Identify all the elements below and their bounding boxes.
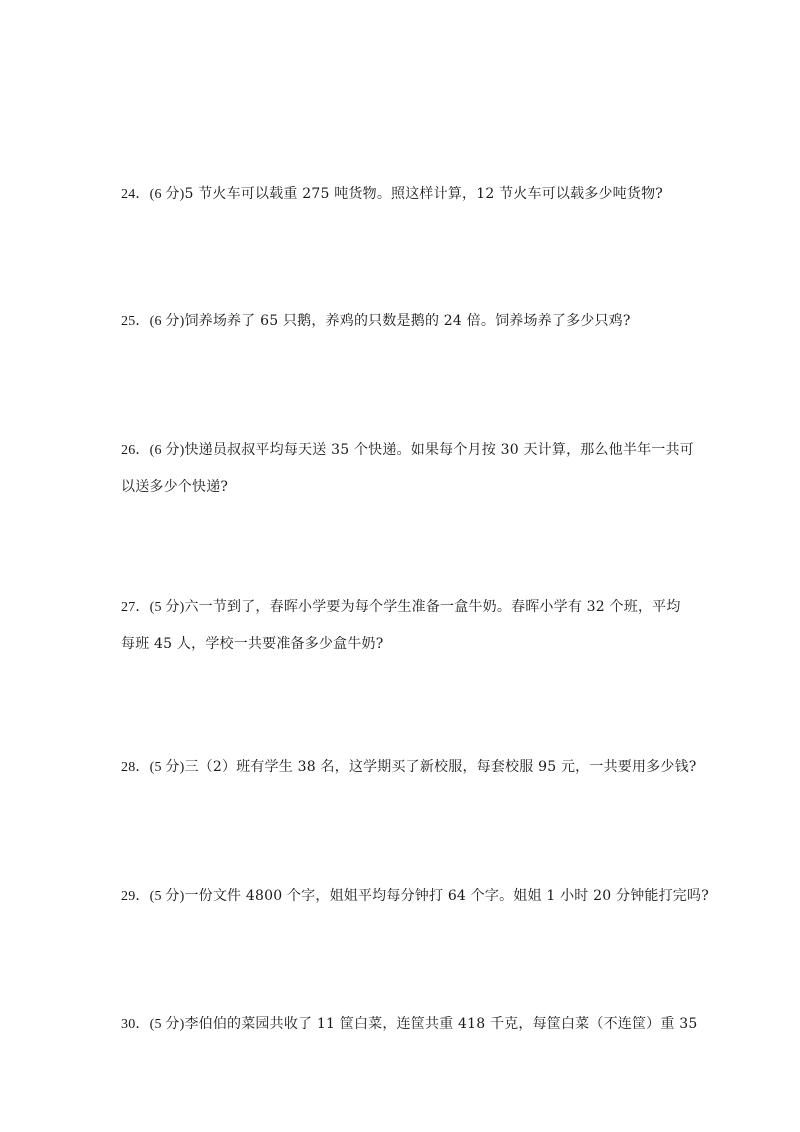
question-27: [121, 589, 687, 662]
question-text: 一份文件 4800 个字，姐姐平均每分钟打 64 个字。姐姐 1 小时 20 分钟能打完吗?: [184, 888, 709, 904]
question-text: 六一节到了，春晖小学要为每个学生准备一盒牛奶。春晖小学有 32 个班，平均: [184, 599, 681, 615]
question-line: 每班 45 人，学校一共要准备多少盒牛奶?: [121, 636, 384, 652]
question-score: (5 分): [149, 889, 185, 904]
question-line: [121, 303, 687, 340]
question-line: [121, 878, 709, 915]
question-number: 29．: [121, 889, 150, 904]
question-26: [121, 432, 694, 505]
question-29: [121, 878, 709, 915]
question-text: 李伯伯的菜园共收了 11 筐白菜，连筐共重 418 千克，每筐白菜（不连筐）重 35: [184, 1016, 698, 1032]
question-score: (6 分): [149, 443, 185, 458]
question-number: 24．: [121, 187, 150, 202]
question-score: (5 分): [149, 600, 185, 615]
question-30: [121, 1006, 698, 1043]
question-text: 饲养场养了 65 只鹅，养鸡的只数是鹅的 24 倍。饲养场养了多少只鸡?: [184, 313, 631, 329]
question-text: 快递员叔叔平均每天送 35 个快递。如果每个月按 30 天计算，那么他半年一共可: [184, 442, 694, 458]
question-number: 25．: [121, 314, 150, 329]
question-28: [121, 749, 697, 786]
question-line: [121, 432, 694, 469]
question-number: 28．: [121, 760, 150, 775]
question-line: [121, 176, 687, 213]
question-line: [121, 589, 687, 626]
question-number: 27．: [121, 600, 150, 615]
question-text: 三（2）班有学生 38 名，这学期买了新校服，每套校服 95 元，一共要用多少钱?: [184, 759, 697, 775]
question-line: [121, 1006, 698, 1043]
question-score: (5 分): [149, 1017, 185, 1032]
question-score: (6 分): [149, 187, 185, 202]
question-text: 5 节火车可以载重 275 吨货物。照这样计算，12 节火车可以载多少吨货物?: [184, 186, 663, 202]
question-score: (5 分): [149, 760, 185, 775]
question-score: (6 分): [149, 314, 185, 329]
question-line: 以送多少个快递?: [121, 479, 229, 495]
question-24: [121, 176, 687, 213]
question-line: [121, 749, 697, 786]
question-number: 30．: [121, 1017, 150, 1032]
question-number: 26．: [121, 443, 150, 458]
question-25: [121, 303, 687, 340]
